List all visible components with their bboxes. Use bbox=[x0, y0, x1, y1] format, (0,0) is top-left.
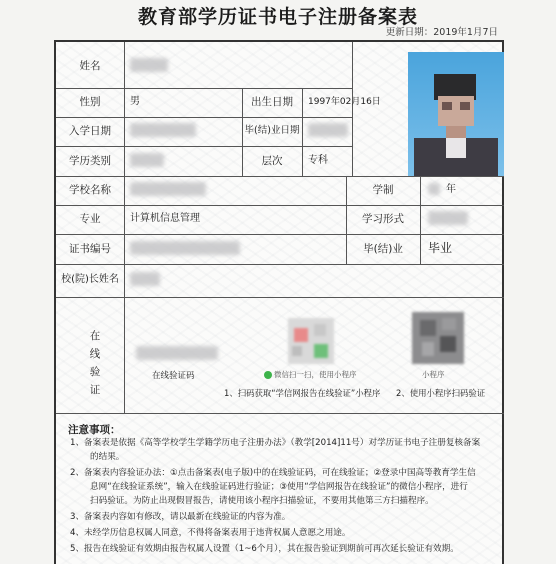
note-line: 息网“在线验证系统”，输入在线验证码进行验证；③使用“学信网报告在线验证”的微信小程序，进行 bbox=[90, 482, 468, 492]
verify-step-2: 2、使用小程序扫码验证 bbox=[396, 388, 486, 398]
grad-date-redacted bbox=[308, 123, 348, 137]
study-form-redacted bbox=[428, 211, 468, 225]
name-value-redacted bbox=[130, 58, 168, 72]
birth-value: 1997年02月16日 bbox=[308, 97, 381, 107]
note-line: 5、报告在线验证有效期由报告权属人设置（1~6个月），其在报告验证到期前可再次延长验证有效期。 bbox=[70, 544, 459, 554]
wechat-hint bbox=[264, 369, 357, 381]
duration-value: 年 bbox=[446, 184, 456, 195]
verify-code-label[interactable]: 在线验证码 bbox=[152, 371, 195, 381]
mini-program-qr-code[interactable] bbox=[412, 312, 464, 364]
edu-type-redacted bbox=[130, 153, 164, 167]
update-label: 更新日期： bbox=[385, 27, 434, 38]
gender-value: 男 bbox=[130, 96, 140, 107]
notes-title: 注意事项： bbox=[68, 424, 121, 436]
cert-no-label: 证书编号 bbox=[69, 243, 111, 255]
duration-redacted bbox=[428, 183, 440, 195]
enroll-value-redacted bbox=[130, 123, 196, 137]
cert-no-redacted bbox=[130, 241, 240, 255]
verify-char-1: 在 bbox=[89, 330, 101, 342]
verify-char-4: 证 bbox=[89, 384, 101, 396]
note-line: 2、备案表内容验证办法：①点击备案表(电子版)中的在线验证码，可在线验证；②登录中国高等教育学生信 bbox=[70, 468, 476, 478]
president-label: 校(院)长姓名 bbox=[61, 274, 119, 285]
verify-char-2: 线 bbox=[89, 348, 101, 360]
note-line: 的结果。 bbox=[90, 452, 125, 462]
name-label: 姓名 bbox=[79, 60, 101, 72]
verify-char-3: 验 bbox=[89, 366, 101, 378]
major-label: 专业 bbox=[79, 213, 101, 225]
note-line: 4、未经学历信息权属人同意，不得将备案表用于违背权属人意愿之用途。 bbox=[70, 528, 351, 538]
wechat-qr-code[interactable] bbox=[288, 318, 334, 364]
level-label: 层次 bbox=[261, 155, 283, 167]
note-line: 扫码验证。为防止出现假冒报告，请使用该小程序扫描验证，不要用其他第三方扫描程序。 bbox=[90, 496, 434, 506]
school-redacted bbox=[130, 182, 206, 196]
note-line: 1、备案表是依据《高等学校学生学籍学历电子注册办法》（教学[2014]11号）对学历证书电子注册复核备案 bbox=[70, 438, 481, 448]
grad-value: 毕业 bbox=[428, 241, 453, 255]
update-value: 2019年1月7日 bbox=[433, 27, 498, 38]
birth-label: 出生日期 bbox=[251, 96, 293, 108]
duration-label: 学制 bbox=[372, 184, 394, 196]
update-date bbox=[386, 24, 498, 38]
edu-type-label: 学历类别 bbox=[69, 155, 111, 167]
study-form-label: 学习形式 bbox=[362, 213, 404, 225]
grad-label: 毕(结)业 bbox=[363, 243, 403, 255]
note-line: 3、备案表内容如有修改，请以最新在线验证的内容为准。 bbox=[70, 512, 291, 522]
enroll-label: 入学日期 bbox=[69, 125, 111, 137]
president-redacted bbox=[130, 272, 160, 286]
gender-label: 性别 bbox=[79, 96, 101, 108]
level-value: 专科 bbox=[308, 155, 328, 166]
grad-date-label: 毕(结)业日期 bbox=[244, 125, 300, 136]
verify-step-1: 1、扫码获取“学信网报告在线验证”小程序 bbox=[224, 388, 381, 398]
mini-program-hint: 小程序 bbox=[422, 370, 445, 379]
student-photo bbox=[408, 52, 504, 176]
wechat-hint-text: 微信扫一扫，使用小程序 bbox=[274, 370, 357, 379]
registration-form bbox=[54, 40, 504, 564]
major-value: 计算机信息管理 bbox=[130, 213, 200, 224]
page-title: 教育部学历证书电子注册备案表 bbox=[137, 6, 418, 28]
verify-code-redacted bbox=[136, 346, 218, 360]
wechat-icon bbox=[264, 371, 272, 379]
school-label: 学校名称 bbox=[69, 184, 111, 196]
